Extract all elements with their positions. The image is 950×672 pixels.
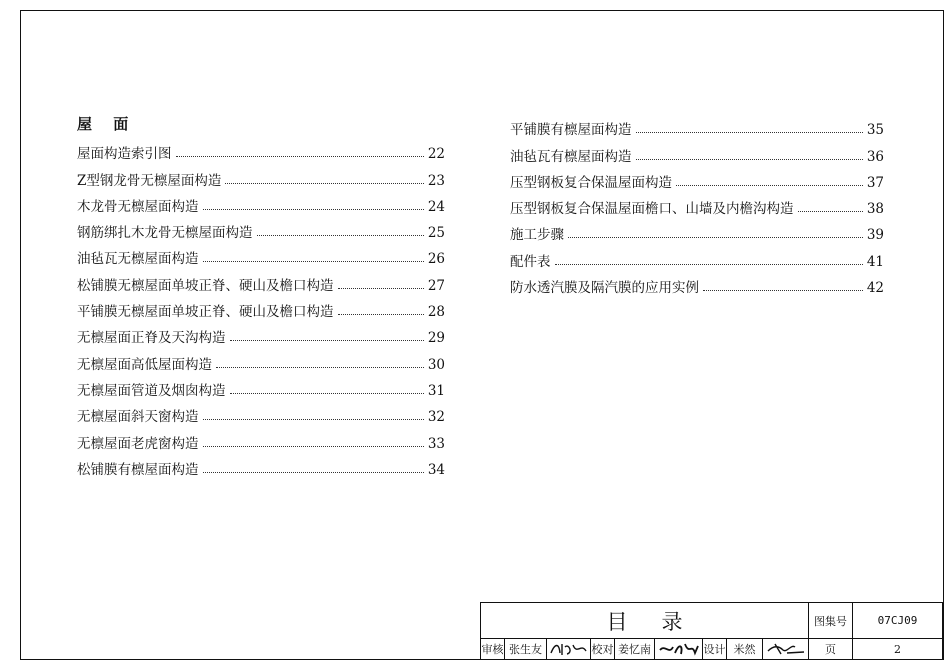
toc-entry xyxy=(77,241,445,267)
toc-entry xyxy=(510,217,884,243)
toc-entry-title: 油毡瓦无檩屋面构造 xyxy=(77,251,199,268)
toc-entry-page: 37 xyxy=(866,174,884,191)
dot-leader xyxy=(338,314,424,315)
page-label: 页 xyxy=(809,638,853,660)
dot-leader xyxy=(555,264,863,265)
reviewer-name: 张生友 xyxy=(505,638,547,660)
toc-left-column xyxy=(77,112,445,478)
toc-entry xyxy=(510,138,884,164)
dot-leader xyxy=(216,367,424,368)
toc-entry xyxy=(510,243,884,269)
toc-list-right xyxy=(510,112,884,296)
toc-entry-page: 26 xyxy=(427,251,445,268)
checker-name: 姜忆南 xyxy=(615,638,655,660)
toc-entry-page: 42 xyxy=(866,280,884,297)
toc-entry-title: 平铺膜无檩屋面单坡正脊、硬山及檐口构造 xyxy=(77,304,334,321)
toc-entry-title: 无檩屋面斜天窗构造 xyxy=(77,409,199,426)
toc-entry-title: 施工步骤 xyxy=(510,227,564,244)
title-block-signatures xyxy=(481,638,942,660)
toc-entry-page: 35 xyxy=(866,122,884,139)
page-number: 2 xyxy=(894,642,901,656)
dot-leader xyxy=(676,185,863,186)
toc-entry-title: 无檩屋面老虎窗构造 xyxy=(77,435,199,452)
toc-entry xyxy=(510,270,884,296)
toc-entry-title: 松铺膜无檩屋面单坡正脊、硬山及檐口构造 xyxy=(77,277,334,294)
toc-entry-page: 39 xyxy=(866,227,884,244)
check-label: 校对 xyxy=(591,638,615,660)
dot-leader xyxy=(203,261,424,262)
toc-entry xyxy=(77,320,445,346)
section-title-roof: 屋 面 xyxy=(77,115,137,133)
reviewer-signature xyxy=(547,638,591,660)
toc-entry xyxy=(77,215,445,241)
toc-entry xyxy=(77,452,445,478)
dot-leader xyxy=(703,290,863,291)
toc-entry-page: 33 xyxy=(427,435,445,452)
toc-entry-page: 23 xyxy=(427,172,445,189)
toc-entry-title: 木龙骨无檩屋面构造 xyxy=(77,198,199,215)
toc-entry-page: 24 xyxy=(427,198,445,215)
toc-entry-page: 27 xyxy=(427,277,445,294)
toc-entry-page: 30 xyxy=(427,356,445,373)
toc-entry xyxy=(77,294,445,320)
dot-leader xyxy=(225,183,423,184)
toc-entry xyxy=(77,267,445,293)
title-block xyxy=(480,602,943,660)
dot-leader xyxy=(568,237,863,238)
designer-name: 米然 xyxy=(727,638,763,660)
dot-leader xyxy=(636,132,863,133)
toc-entry-title: 松铺膜有檩屋面构造 xyxy=(77,461,199,478)
atlas-number: 07CJ09 xyxy=(877,614,918,627)
toc-entry xyxy=(77,346,445,372)
toc-entry-page: 29 xyxy=(427,330,445,347)
toc-entry-title: 油毡瓦有檩屋面构造 xyxy=(510,148,632,165)
toc-entry xyxy=(77,373,445,399)
dot-leader xyxy=(230,340,424,341)
toc-entry-title: 钢筋绑扎木龙骨无檩屋面构造 xyxy=(77,225,253,242)
dot-leader xyxy=(203,419,424,420)
toc-entry-title: 压型钢板复合保温屋面构造 xyxy=(510,174,672,191)
toc-entry-title: 无檩屋面高低屋面构造 xyxy=(77,356,212,373)
toc-entry-page: 34 xyxy=(427,461,445,478)
toc-right-column xyxy=(510,112,884,296)
design-label: 设计 xyxy=(703,638,727,660)
toc-entry xyxy=(510,165,884,191)
toc-entry xyxy=(77,425,445,451)
toc-entry-title: 平铺膜有檩屋面构造 xyxy=(510,122,632,139)
document-title: 目录 xyxy=(481,603,809,638)
toc-entry-title: 压型钢板复合保温屋面檐口、山墙及内檐沟构造 xyxy=(510,201,794,218)
toc-entry-page: 38 xyxy=(866,201,884,218)
dot-leader xyxy=(338,288,424,289)
dot-leader xyxy=(203,209,424,210)
review-label: 审核 xyxy=(481,638,505,660)
dot-leader xyxy=(798,211,863,212)
toc-entry-title: 配件表 xyxy=(510,253,551,270)
title-block-header xyxy=(481,603,942,639)
toc-entry xyxy=(510,112,884,138)
dot-leader xyxy=(230,393,424,394)
toc-entry-page: 41 xyxy=(866,253,884,270)
toc-entry xyxy=(77,136,445,162)
dot-leader xyxy=(257,235,424,236)
toc-entry-page: 36 xyxy=(866,148,884,165)
toc-entry-title: 防水透汽膜及隔汽膜的应用实例 xyxy=(510,280,699,297)
dot-leader xyxy=(636,159,863,160)
toc-entry xyxy=(77,162,445,188)
dot-leader xyxy=(203,446,424,447)
toc-entry-page: 25 xyxy=(427,225,445,242)
checker-signature xyxy=(655,638,703,660)
toc-entry-title: 无檩屋面正脊及天沟构造 xyxy=(77,330,226,347)
toc-entry-page: 28 xyxy=(427,304,445,321)
toc-entry xyxy=(77,399,445,425)
toc-list-left xyxy=(77,136,445,478)
dot-leader xyxy=(203,472,424,473)
toc-entry-page: 32 xyxy=(427,409,445,426)
dot-leader xyxy=(176,156,424,157)
toc-entry-title: Z型钢龙骨无檩屋面构造 xyxy=(77,172,222,189)
toc-entry-page: 22 xyxy=(427,146,445,163)
toc-entry-title: 无檩屋面管道及烟囱构造 xyxy=(77,382,226,399)
toc-entry xyxy=(510,191,884,217)
toc-entry-title: 屋面构造索引图 xyxy=(77,146,172,163)
atlas-number-label: 图集号 xyxy=(809,603,853,638)
designer-signature xyxy=(763,638,809,660)
toc-entry xyxy=(77,189,445,215)
toc-entry-page: 31 xyxy=(427,382,445,399)
